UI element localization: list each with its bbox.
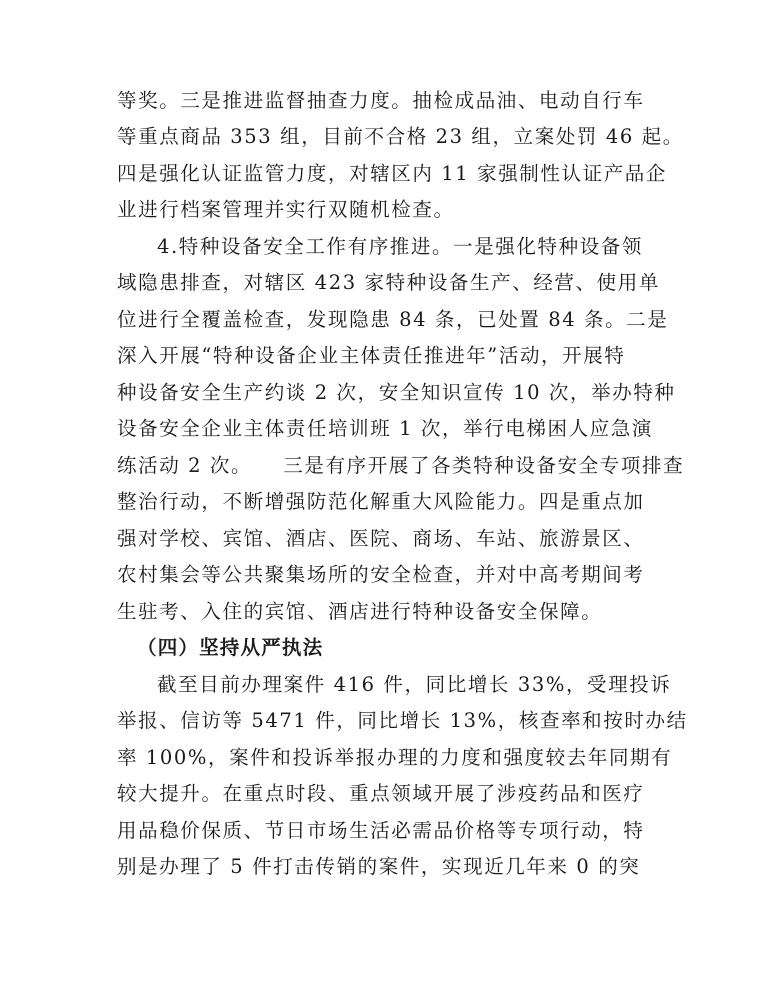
paragraph-line: 位进行全覆盖检查，发现隐患 84 条，已处置 84 条。二是 (117, 308, 669, 331)
paragraph-line: 业进行档案管理并实行双随机检查。 (117, 198, 455, 221)
paragraph-line: 设备安全企业主体责任培训班 1 次，举行电梯困人应急演 (117, 417, 654, 440)
paragraph-line: 生驻考、入住的宾馆、酒店进行特种设备安全保障。 (117, 600, 603, 623)
paragraph-line: 举报、信访等 5471 件，同比增长 13%，核查率和按时办结 (117, 709, 688, 732)
paragraph-line: 用品稳价保质、节日市场生活必需品价格等专项行动，特 (117, 819, 645, 842)
paragraph-line: 整治行动，不断增强防范化解重大风险能力。四是重点加 (117, 490, 645, 513)
paragraph-line: 四是强化认证监管力度，对辖区内 11 家强制性认证产品企 (117, 162, 668, 185)
paragraph-line: 别是办理了 5 件打击传销的案件，实现近几年来 0 的突 (117, 855, 641, 878)
paragraph-line: 等奖。三是推进监督抽查力度。抽检成品油、电动自行车 (117, 89, 645, 112)
paragraph-line: 域隐患排查，对辖区 423 家特种设备生产、经营、使用单 (117, 271, 660, 294)
paragraph-line: 种设备安全生产约谈 2 次，安全知识宣传 10 次，举办特种 (117, 381, 676, 404)
section-heading: （四）坚持从严执法 (137, 636, 324, 659)
paragraph-line: 较大提升。在重点时段、重点领域开展了涉疫药品和医疗 (117, 782, 645, 805)
paragraph-line: 强对学校、宾馆、酒店、医院、商场、车站、旅游景区、 (117, 527, 645, 550)
paragraph-line: 率 100%，案件和投诉举报办理的力度和强度较去年同期有 (117, 746, 673, 769)
paragraph-line: 练活动 2 次。 三是有序开展了各类特种设备安全专项排查 (117, 454, 685, 477)
paragraph-line: 农村集会等公共聚集场所的安全检查，并对中高考期间考 (117, 563, 645, 586)
paragraph-line: 截至目前办理案件 416 件，同比增长 33%，受理投诉 (157, 673, 672, 696)
paragraph-line: 深入开展“特种设备企业主体责任推进年”活动，开展特 (117, 344, 626, 367)
paragraph-line: 4.特种设备安全工作有序推进。一是强化特种设备领 (157, 235, 644, 258)
paragraph-line: 等重点商品 353 组，目前不合格 23 组，立案处罚 46 起。 (117, 125, 684, 148)
